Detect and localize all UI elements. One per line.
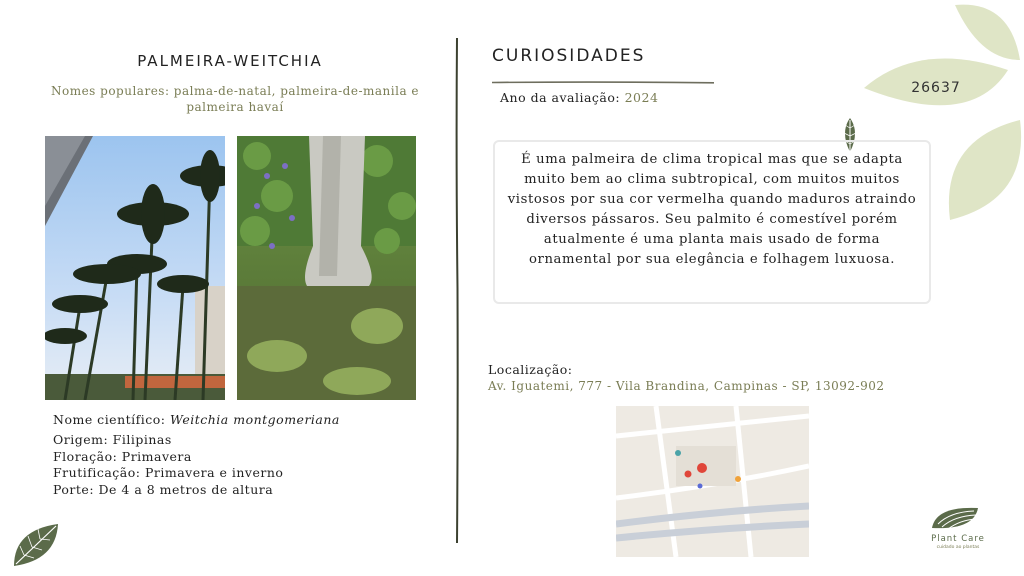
vertical-divider [454, 38, 460, 543]
palm-sky-photo [45, 136, 225, 400]
scientific-name [53, 412, 340, 427]
year-label: Ano da avaliação: [500, 90, 625, 105]
plant-code: 26637 [911, 80, 961, 96]
scientific-label: Nome científico: [53, 412, 170, 427]
logo-tagline: cuidado ao plantas [936, 545, 980, 550]
logo-name: Plant Care [931, 534, 985, 544]
leaf-icon [10, 520, 62, 574]
plant-title: PALMEIRA-WEITCHIA [137, 52, 323, 70]
curiosity-text: É uma palmeira de clima tropical mas que se adapta muito bem ao clima subtropical, com muitos muitos vistosos por sua cor vermelha quando maduros atraindo diversos pássaros. Seu palmito é comestível porém atualmente é uma planta mais usado de forma ornamental por sua elegância e folhagem luxuosa. [507, 152, 917, 267]
palm-trunk-photo [237, 136, 416, 400]
flowering: Floração: Primavera [53, 449, 192, 464]
scientific-value: Weitchia montgomeriana [170, 412, 340, 427]
year-value: 2024 [624, 90, 659, 105]
location-map[interactable] [616, 406, 809, 557]
title-underline [492, 69, 714, 72]
origin: Origem: Filipinas [53, 432, 172, 447]
curiosidades-title: CURIOSIDADES [492, 46, 646, 66]
location-label: Localização: [488, 362, 573, 377]
popular-names: Nomes populares: palma-de-natal, palmeira-de-manila e palmeira havaí [50, 84, 420, 114]
plant-size: Porte: De 4 a 8 metros de altura [53, 482, 274, 497]
plant-care-logo-icon [930, 504, 982, 536]
evaluation-year [500, 90, 658, 105]
curiosity-card [493, 140, 931, 304]
location-address: Av. Iguatemi, 777 - Vila Brandina, Campinas - SP, 13092-902 [488, 379, 885, 393]
fruiting: Frutificação: Primavera e inverno [53, 465, 284, 480]
